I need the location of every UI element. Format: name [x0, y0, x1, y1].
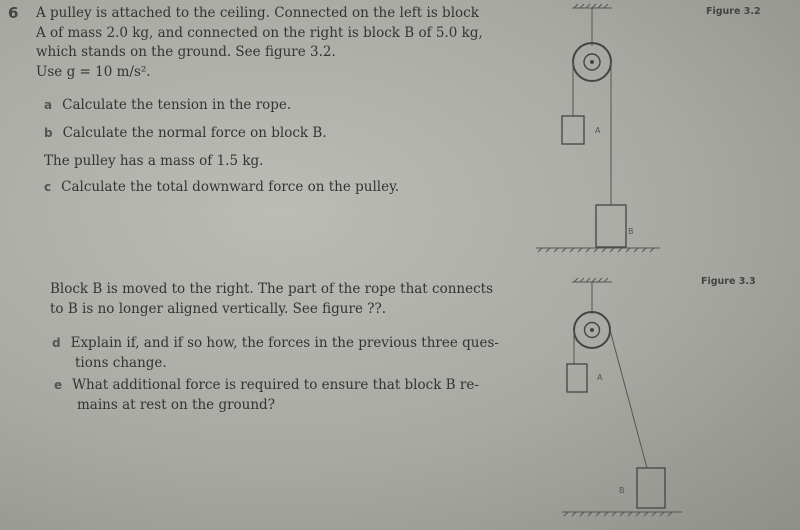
intro-line-4: Use g = 10 m/s². [36, 63, 151, 80]
part-d-line-2: tions change. [75, 354, 167, 371]
figure-3-2-caption: Figure 3.2 [706, 6, 761, 17]
rope-2 [574, 330, 647, 468]
part-b-letter: b [44, 126, 53, 140]
moved-line-1: Block B is moved to the right. The part of the rope that connects [50, 281, 494, 297]
part-e-letter: e [54, 378, 63, 392]
pulley-mass-text: The pulley has a mass of 1.5 kg. [44, 153, 264, 169]
moved-paragraph [50, 280, 493, 319]
figure-3-3-diagram [540, 272, 730, 527]
ground-2 [562, 512, 682, 516]
block-b-label: B [628, 227, 634, 236]
ceiling-mount [572, 4, 612, 46]
part-e-line-2: mains at rest on the ground? [77, 396, 275, 413]
part-b-text: Calculate the normal force on block B. [62, 125, 327, 141]
part-c-text: Calculate the total downward force on the pulley. [61, 179, 400, 195]
block-a-label: A [595, 126, 601, 135]
part-a [44, 96, 291, 116]
part-c-letter: c [44, 180, 52, 194]
block-b [596, 205, 626, 247]
block-b-2 [637, 468, 665, 508]
part-d-letter: d [52, 336, 61, 350]
rope [573, 62, 611, 205]
intro-line-1: A pulley is attached to the ceiling. Connected on the left is block [36, 5, 479, 21]
block-a-2 [567, 364, 587, 392]
part-d [52, 334, 499, 373]
intro-line-3: which stands on the ground. See figure 3.2. [36, 44, 336, 60]
moved-line-2: to B is no longer aligned vertically. See figure ??. [50, 300, 386, 317]
part-a-text: Calculate the tension in the rope. [62, 97, 292, 113]
ceiling-mount-2 [572, 278, 612, 314]
pulley-wheel [573, 43, 611, 81]
figure-3-2-diagram [520, 0, 720, 265]
part-a-letter: a [44, 98, 53, 112]
ground [536, 248, 660, 252]
question-number: 6 [8, 4, 19, 22]
pulley-wheel-2 [574, 312, 610, 348]
block-a [562, 116, 584, 144]
figure-3-3-caption: Figure 3.3 [701, 276, 756, 287]
intro-line-2: A of mass 2.0 kg, and connected on the right is block B of 5.0 kg, [36, 24, 483, 41]
part-b [44, 124, 327, 144]
question-intro [36, 4, 483, 82]
part-e [54, 376, 479, 415]
part-c [44, 178, 399, 198]
part-e-line-1: What additional force is required to ensure that block B re- [72, 377, 479, 393]
part-d-line-1: Explain if, and if so how, the forces in the previous three ques- [70, 335, 499, 351]
block-a-label-2: A [597, 373, 603, 382]
block-b-label-2: B [619, 486, 625, 495]
